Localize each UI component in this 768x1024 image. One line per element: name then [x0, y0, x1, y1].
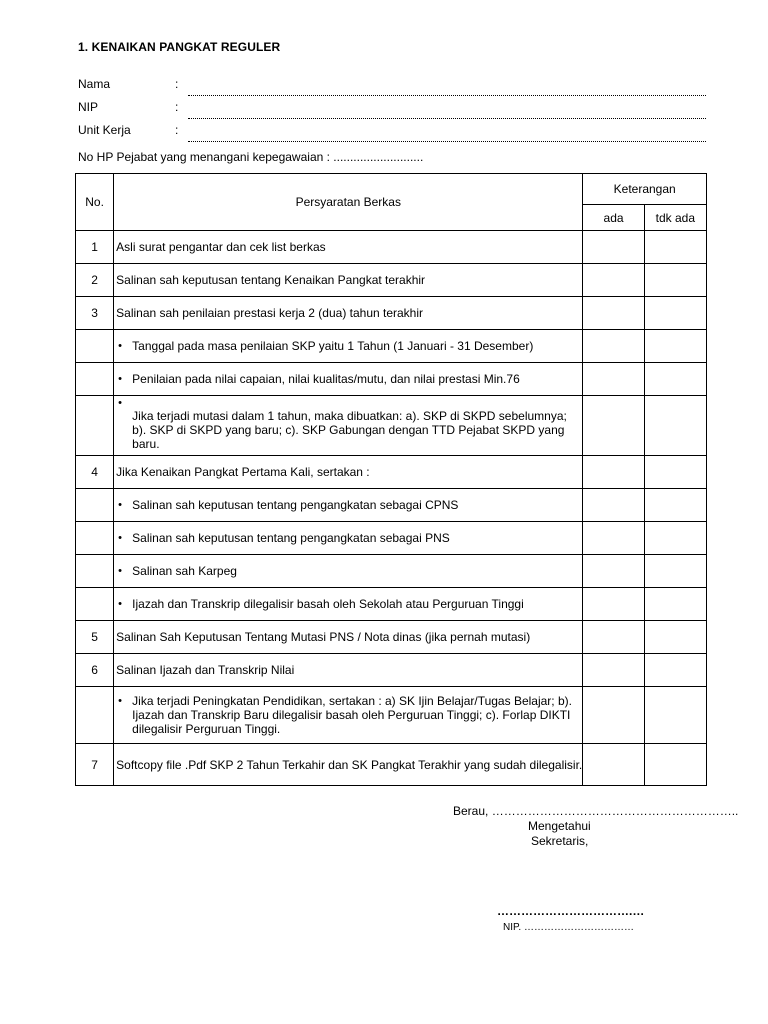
field-colon-nama: :	[175, 77, 179, 91]
check-tdk-ada[interactable]	[644, 297, 706, 330]
field-line-unit-kerja[interactable]	[188, 141, 706, 142]
signature-role: Sekretaris,	[531, 834, 589, 848]
row-text: Salinan sah keputusan tentang Kenaikan Pangkat terakhir	[114, 264, 583, 297]
bullet: •	[118, 498, 123, 511]
check-ada[interactable]	[583, 363, 644, 396]
table-row	[76, 456, 707, 489]
table-row	[76, 744, 707, 786]
check-ada[interactable]	[583, 588, 644, 621]
row-number: 1	[76, 231, 114, 264]
row-number: 5	[76, 621, 114, 654]
check-ada[interactable]	[583, 456, 644, 489]
check-ada[interactable]	[583, 621, 644, 654]
row-text	[114, 396, 583, 456]
check-tdk-ada[interactable]	[644, 588, 706, 621]
row-number	[76, 489, 114, 522]
row-number	[76, 330, 114, 363]
table-row	[76, 522, 707, 555]
check-tdk-ada[interactable]	[644, 489, 706, 522]
signature-place-date: Berau, ……………………………………………………..	[453, 804, 739, 818]
check-tdk-ada[interactable]	[644, 555, 706, 588]
bullet: •	[118, 339, 123, 352]
table-row	[76, 555, 707, 588]
check-tdk-ada[interactable]	[644, 330, 706, 363]
signature-mengetahui: Mengetahui	[528, 819, 591, 833]
check-ada[interactable]	[583, 654, 644, 687]
row-number: 3	[76, 297, 114, 330]
check-ada[interactable]	[583, 231, 644, 264]
row-number: 4	[76, 456, 114, 489]
row-text	[114, 489, 583, 522]
requirements-table	[75, 173, 707, 786]
hp-line: No HP Pejabat yang menangani kepegawaian : ...........................	[78, 150, 424, 164]
bullet-text: Penilaian pada nilai capaian, nilai kualitas/mutu, dan nilai prestasi Min.76	[132, 371, 520, 386]
field-line-nip[interactable]	[188, 118, 706, 119]
header-tdk-ada: tdk ada	[644, 205, 706, 231]
page-title: 1. KENAIKAN PANGKAT REGULER	[78, 40, 281, 54]
row-text	[114, 555, 583, 588]
row-number	[76, 588, 114, 621]
table-row	[76, 396, 707, 456]
field-label-unit-kerja: Unit Kerja	[78, 123, 131, 137]
header-ada: ada	[583, 205, 644, 231]
row-number: 6	[76, 654, 114, 687]
check-tdk-ada[interactable]	[644, 744, 706, 786]
row-number: 7	[76, 744, 114, 786]
header-no: No.	[76, 174, 114, 231]
check-ada[interactable]	[583, 687, 644, 744]
check-tdk-ada[interactable]	[644, 396, 706, 456]
table-row	[76, 297, 707, 330]
check-tdk-ada[interactable]	[644, 363, 706, 396]
row-text	[114, 363, 583, 396]
check-ada[interactable]	[583, 522, 644, 555]
row-number: 2	[76, 264, 114, 297]
row-text: Softcopy file .Pdf SKP 2 Tahun Terkahir dan SK Pangkat Terakhir yang sudah dilegalisir.	[114, 744, 583, 786]
table-row	[76, 588, 707, 621]
row-number	[76, 363, 114, 396]
table-row	[76, 489, 707, 522]
table-row	[76, 264, 707, 297]
bullet-text: Salinan sah keputusan tentang pengangkatan sebagai PNS	[132, 530, 450, 545]
bullet-text: Salinan sah keputusan tentang pengangkatan sebagai CPNS	[132, 497, 459, 512]
check-tdk-ada[interactable]	[644, 654, 706, 687]
check-ada[interactable]	[583, 744, 644, 786]
table-row	[76, 621, 707, 654]
bullet: •	[118, 397, 123, 409]
table-row	[76, 231, 707, 264]
check-tdk-ada[interactable]	[644, 522, 706, 555]
row-text: Asli surat pengantar dan cek list berkas	[114, 231, 583, 264]
check-ada[interactable]	[583, 396, 644, 456]
row-text	[114, 687, 583, 744]
bullet: •	[118, 564, 123, 577]
check-ada[interactable]	[583, 264, 644, 297]
field-colon-unit-kerja: :	[175, 123, 179, 137]
row-number	[76, 555, 114, 588]
check-tdk-ada[interactable]	[644, 231, 706, 264]
row-number	[76, 396, 114, 456]
bullet: •	[118, 597, 123, 610]
row-text: Jika Kenaikan Pangkat Pertama Kali, sertakan :	[114, 456, 583, 489]
bullet-text: Tanggal pada masa penilaian SKP yaitu 1 Tahun (1 Januari - 31 Desember)	[132, 338, 534, 353]
row-text: Salinan Sah Keputusan Tentang Mutasi PNS / Nota dinas (jika pernah mutasi)	[114, 621, 583, 654]
bullet-text: Jika terjadi mutasi dalam 1 tahun, maka dibuatkan: a). SKP di SKPD sebelumnya; b). SKP di SKPD yang baru; c). SKP Gabungan dengan TTD Pejabat SKPD yang baru.	[132, 409, 567, 451]
signature-name-line: …………………………….…	[497, 904, 645, 918]
row-text	[114, 588, 583, 621]
check-tdk-ada[interactable]	[644, 687, 706, 744]
field-line-nama[interactable]	[188, 95, 706, 96]
table-row	[76, 330, 707, 363]
bullet-text: Salinan sah Karpeg	[132, 563, 237, 578]
field-colon-nip: :	[175, 100, 179, 114]
header-keterangan: Keterangan	[583, 174, 707, 205]
row-number	[76, 522, 114, 555]
table-row	[76, 687, 707, 744]
row-number	[76, 687, 114, 744]
check-ada[interactable]	[583, 555, 644, 588]
bullet: •	[118, 531, 123, 544]
field-label-nip: NIP	[78, 100, 99, 114]
check-tdk-ada[interactable]	[644, 456, 706, 489]
table-row	[76, 654, 707, 687]
signature-nip: NIP. ……………………………	[503, 922, 634, 933]
bullet: •	[118, 695, 123, 707]
bullet-text: Jika terjadi Peningkatan Pendidikan, sertakan : a) SK Ijin Belajar/Tugas Belajar; b). Ijazah dan Transkrip Baru dilegalisir basah oleh Perguruan Tinggi; c). Forlap DIKTI dilegalisir Perguruan Tinggi.	[132, 694, 572, 736]
check-tdk-ada[interactable]	[644, 264, 706, 297]
check-ada[interactable]	[583, 489, 644, 522]
check-tdk-ada[interactable]	[644, 621, 706, 654]
row-text: Salinan sah penilaian prestasi kerja 2 (dua) tahun terakhir	[114, 297, 583, 330]
header-requirement: Persyaratan Berkas	[114, 174, 583, 231]
bullet: •	[118, 372, 123, 385]
field-label-nama: Nama	[78, 77, 111, 91]
bullet-text: Ijazah dan Transkrip dilegalisir basah oleh Sekolah atau Perguruan Tinggi	[132, 596, 524, 611]
row-text	[114, 522, 583, 555]
row-text	[114, 330, 583, 363]
row-text: Salinan Ijazah dan Transkrip Nilai	[114, 654, 583, 687]
check-ada[interactable]	[583, 297, 644, 330]
check-ada[interactable]	[583, 330, 644, 363]
table-row	[76, 363, 707, 396]
